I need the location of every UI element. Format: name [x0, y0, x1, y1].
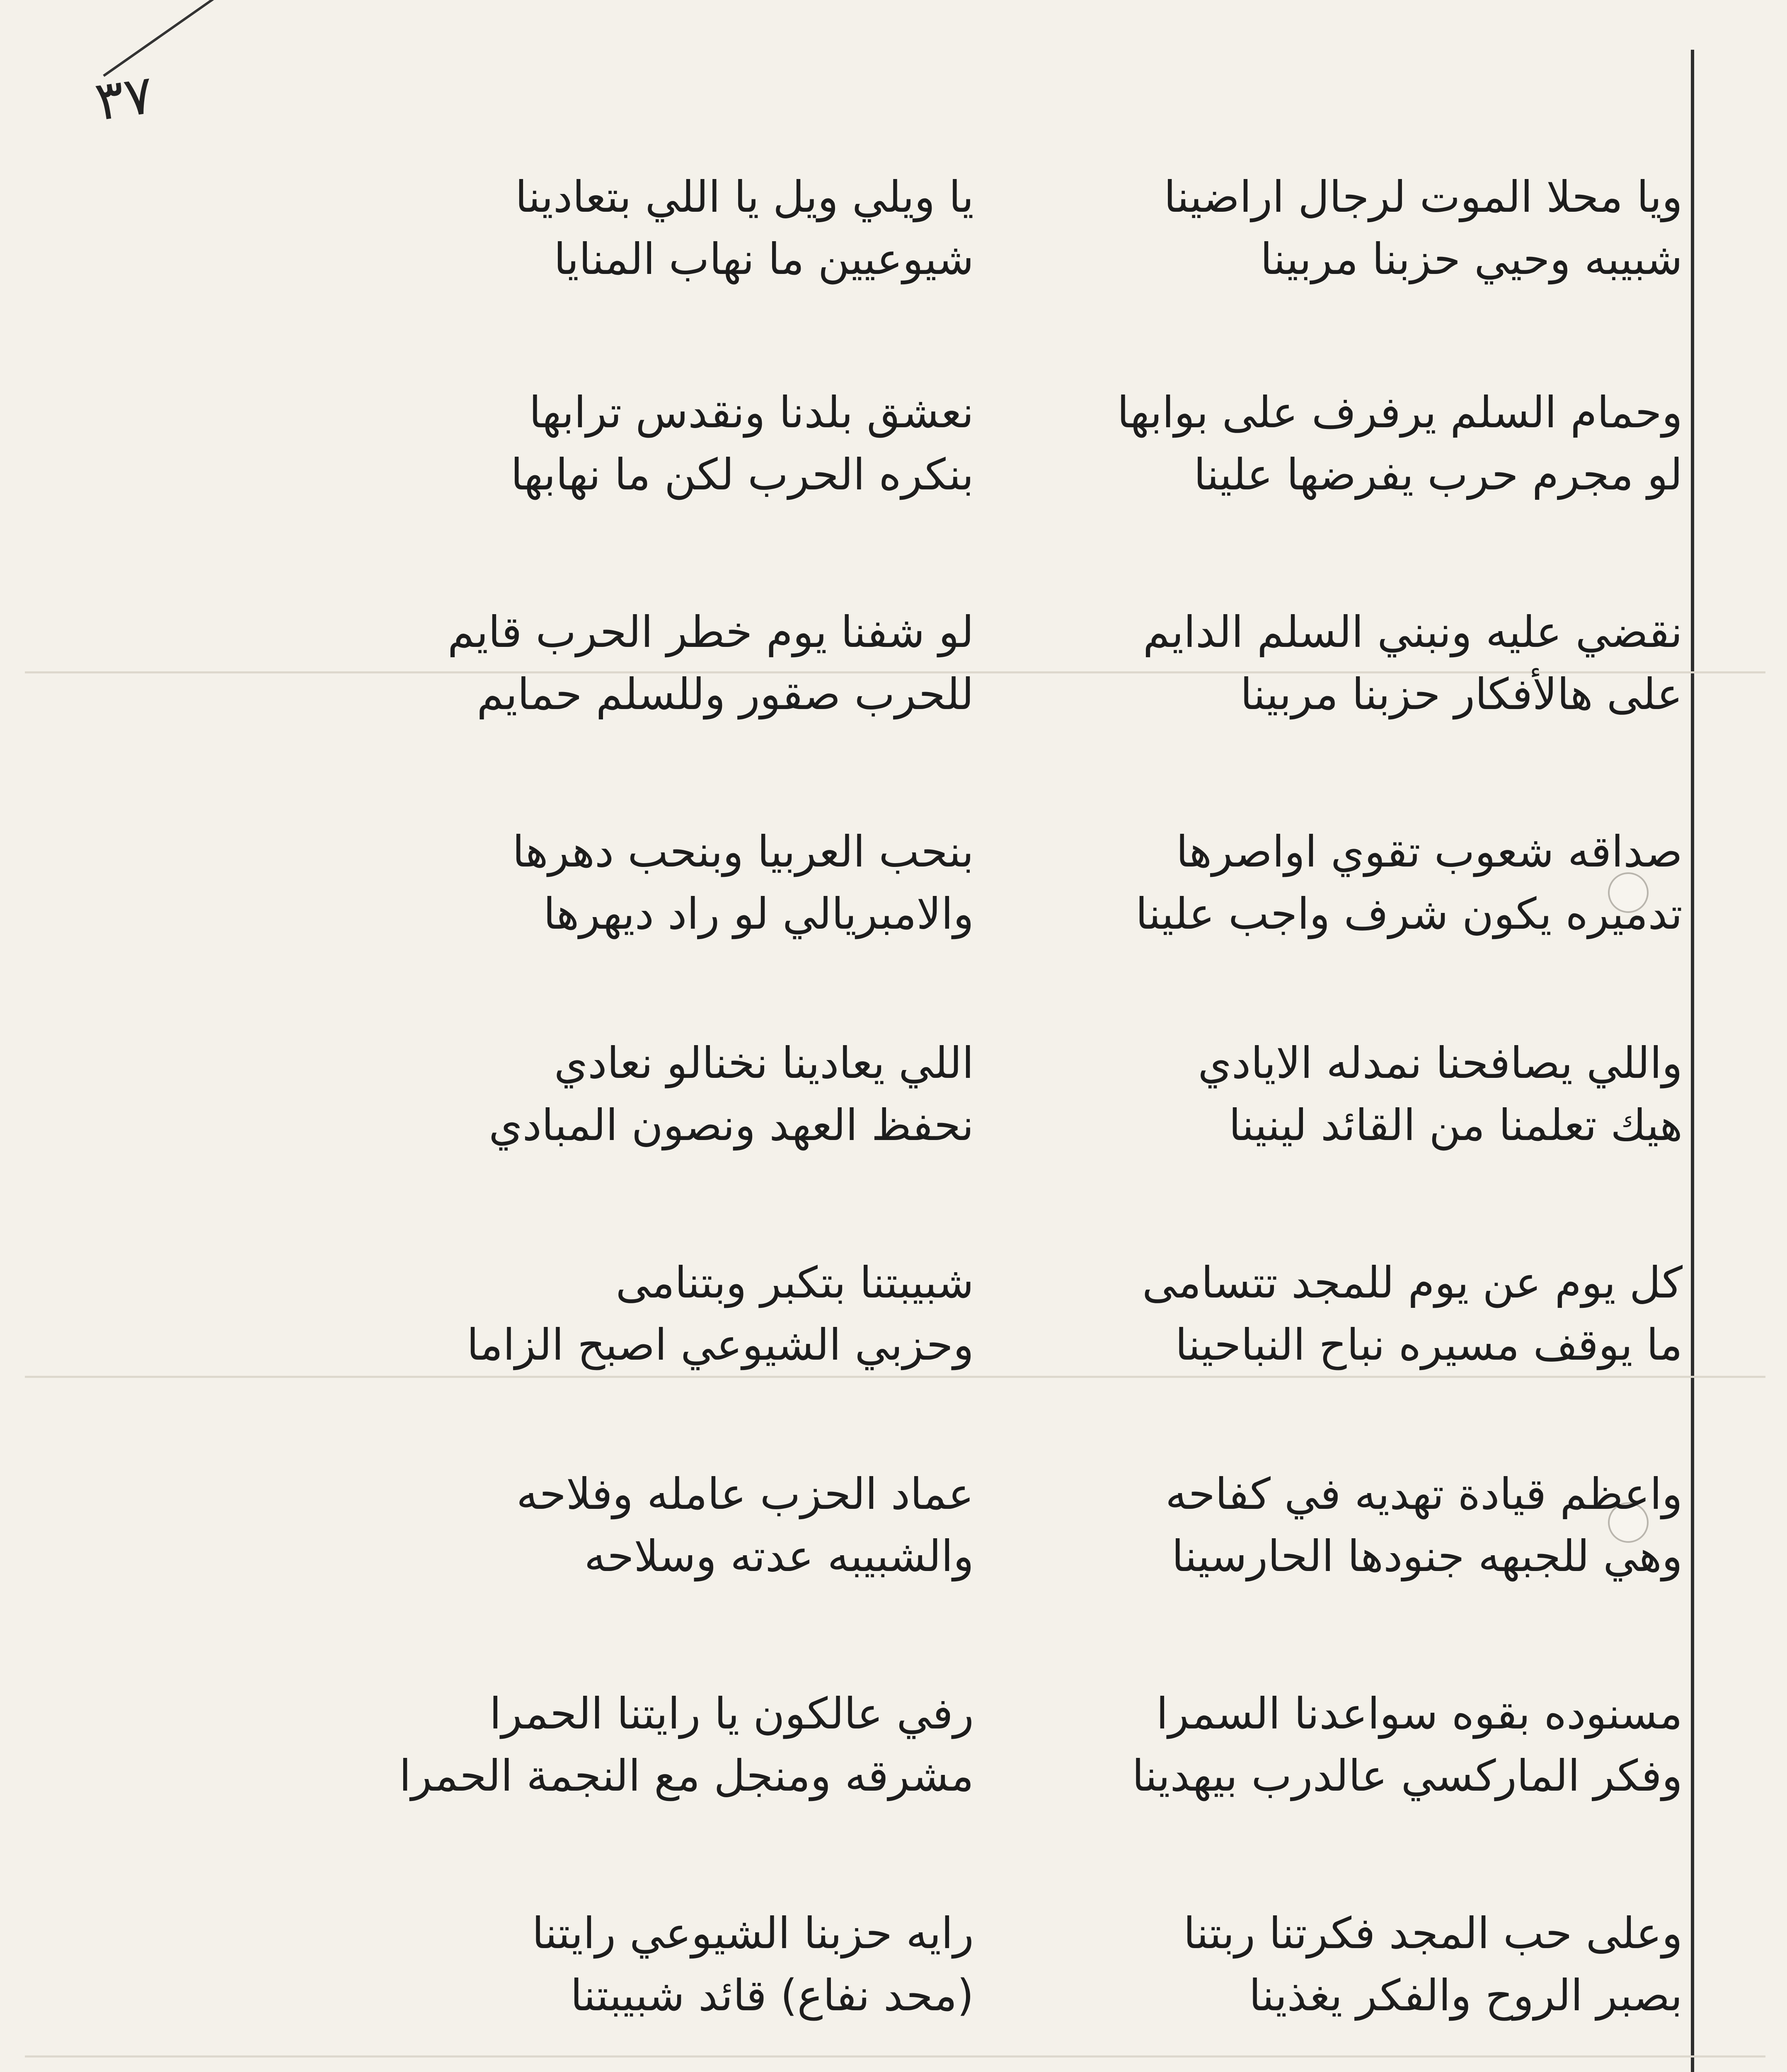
- verse: [332, 663, 1683, 725]
- stanza: [332, 1251, 1683, 1376]
- verse: [332, 1251, 1683, 1314]
- hemistich-right: (محد نفاع) قائد شبيبتنا: [570, 1970, 974, 2021]
- verse: [332, 166, 1683, 228]
- hemistich-right: رايه حزبنا الشيوعي رايتنا: [532, 1908, 974, 1958]
- verse: [332, 1525, 1683, 1587]
- verse: [332, 1682, 1683, 1745]
- stanza: [332, 1682, 1683, 1807]
- verse: [332, 1463, 1683, 1525]
- verse: [332, 1314, 1683, 1376]
- fold-crease: [25, 2055, 1765, 2057]
- hemistich-right: لو شفنا يوم خطر الحرب قايم: [447, 607, 974, 657]
- hemistich-left: صداقه شعوب تقوي اواصرها: [1176, 826, 1683, 877]
- stanza: [332, 1463, 1683, 1587]
- hemistich-left: مسنوده بقوه سواعدنا السمرا: [1156, 1688, 1683, 1739]
- stanza: [332, 381, 1683, 506]
- hemistich-right: والشبيبه عدته وسلاحه: [584, 1531, 974, 1581]
- hemistich-left: هيك تعلمنا من القائد لينينا: [1228, 1100, 1683, 1150]
- right-edge-line: [1691, 50, 1694, 2072]
- hemistich-right: للحرب صقور وللسلم حمايم: [477, 669, 974, 719]
- verse: [332, 1964, 1683, 2026]
- verse: [332, 1032, 1683, 1094]
- hemistich-left: تدميره يكون شرف واجب علينا: [1135, 888, 1683, 939]
- stanza: [332, 166, 1683, 290]
- hemistich-right: نعشق بلدنا ونقدس ترابها: [529, 387, 974, 438]
- verse: [332, 883, 1683, 945]
- verse: [332, 1745, 1683, 1807]
- verse: [332, 601, 1683, 663]
- hemistich-right: شيوعيين ما نهاب المنايا: [554, 234, 974, 284]
- hemistich-right: بنحب العربيا وبنحب دهرها: [512, 826, 974, 877]
- hemistich-right: عماد الحزب عامله وفلاحه: [516, 1469, 974, 1519]
- hemistich-left: بصبر الروح والفكر يغذينا: [1249, 1970, 1683, 2021]
- folio-number: ٣٧: [91, 63, 157, 133]
- hemistich-left: واللي يصافحنا نمدله الايادي: [1198, 1038, 1683, 1088]
- verse: [332, 1094, 1683, 1156]
- hemistich-left: شبيبه وحيي حزبنا مربينا: [1260, 234, 1683, 284]
- verse: [332, 1902, 1683, 1964]
- fold-crease: [25, 1376, 1765, 1378]
- verse: [332, 821, 1683, 883]
- hemistich-right: اللي يعادينا نخنالو نعادي: [554, 1038, 974, 1088]
- hemistich-left: وهي للجبهه جنودها الحارسينا: [1172, 1531, 1683, 1581]
- hemistich-left: ما يوقف مسيره نباح النباحينا: [1175, 1319, 1683, 1370]
- stanza: [332, 821, 1683, 945]
- hemistich-left: لو مجرم حرب يفرضها علينا: [1194, 449, 1683, 500]
- hemistich-left: وفكر الماركسي عالدرب بيهدينا: [1132, 1750, 1683, 1801]
- hemistich-right: بنكره الحرب لكن ما نهابها: [511, 449, 974, 500]
- hemistich-left: واعظم قيادة تهديه في كفاحه: [1165, 1469, 1683, 1519]
- verse: [332, 228, 1683, 290]
- hemistich-right: شبيبتنا بتكبر وبتنامى: [615, 1257, 974, 1308]
- hemistich-right: يا ويلي ويل يا اللي بتعادينا: [515, 172, 974, 222]
- hemistich-left: نقضي عليه ونبني السلم الدايم: [1143, 607, 1683, 657]
- verse: [332, 443, 1683, 506]
- hemistich-left: وحمام السلم يرفرف على بوابها: [1117, 387, 1683, 438]
- stanza: [332, 601, 1683, 725]
- hemistich-right: مشرقه ومنجل مع النجمة الحمرا: [399, 1750, 974, 1801]
- hemistich-left: وعلى حب المجد فكرتنا ربتنا: [1183, 1908, 1683, 1958]
- hemistich-right: والامبريالي لو راد ديهرها: [543, 888, 974, 939]
- verse: [332, 381, 1683, 443]
- hemistich-right: وحزبي الشيوعي اصبح الزاما: [467, 1319, 974, 1370]
- hemistich-left: كل يوم عن يوم للمجد تتسامى: [1142, 1257, 1683, 1308]
- hemistich-right: رفي عالكون يا رايتنا الحمرا: [489, 1688, 974, 1739]
- stanza: [332, 1032, 1683, 1156]
- hemistich-left: على هالأفكار حزبنا مربينا: [1240, 669, 1683, 719]
- hemistich-right: نحفظ العهد ونصون المبادي: [489, 1100, 974, 1150]
- stanza: [332, 1902, 1683, 2026]
- hemistich-left: ويا محلا الموت لرجال اراضينا: [1164, 172, 1683, 222]
- corner-stroke: [103, 0, 247, 77]
